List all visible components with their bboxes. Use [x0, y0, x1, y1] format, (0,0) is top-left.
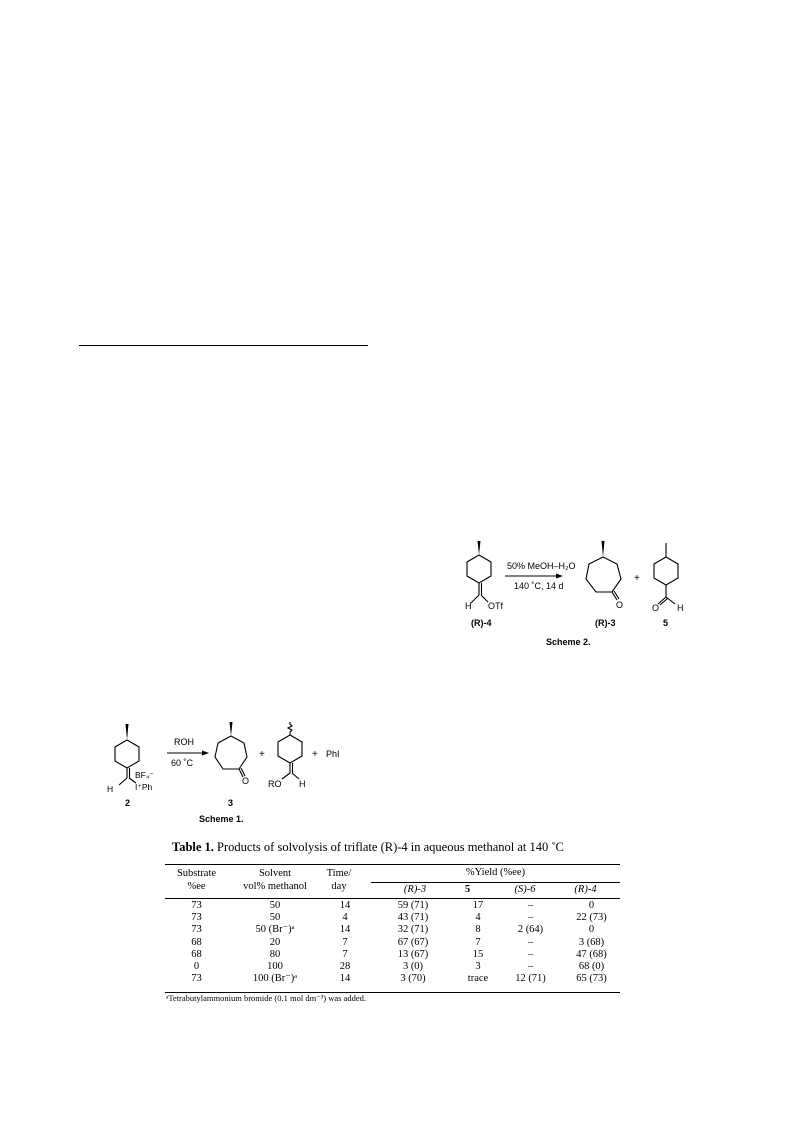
scheme1-temperature: 60 ˚C: [171, 758, 194, 768]
header-solvent-line1: Solvent: [258, 868, 292, 879]
table-title-text: Products of solvolysis of triflate (R)-4 in aqueous methanol at 140 ˚C: [217, 840, 564, 854]
scheme2-product1-label: (R)-3: [595, 618, 616, 628]
substrate-ring: [467, 555, 491, 583]
section-rule: [79, 345, 368, 346]
cell-substrate-ee: 73: [191, 924, 202, 936]
header-solvent: [228, 867, 322, 893]
header-solvent-line2: vol% methanol: [243, 881, 307, 892]
cell-yield-r4: 68 (0): [578, 961, 605, 973]
table-top-rule: [165, 864, 620, 865]
cell-yield-r4: 22 (73): [576, 912, 607, 924]
cell-yield-r4: 3 (68): [578, 936, 605, 948]
cell-solvent: 20: [269, 936, 281, 948]
results-table: [165, 900, 620, 985]
cell-yield-5: 8: [475, 924, 481, 936]
header-time-line1: Time/: [326, 868, 352, 879]
scheme1-caption: Scheme 1.: [199, 814, 244, 824]
table-row: [165, 973, 620, 985]
header-5: 5: [464, 884, 471, 895]
scheme2-product2-label: 5: [663, 618, 669, 628]
scheme1-ketone-o: O: [242, 776, 250, 786]
cell-substrate-ee: 73: [191, 973, 202, 985]
table-row: [165, 949, 620, 961]
scheme-2: [455, 535, 715, 650]
scheme1-substrate-label: 2: [125, 798, 131, 808]
scheme1-product-label: 3: [228, 798, 234, 808]
header-yield-group: %Yield (%ee): [465, 867, 526, 878]
cell-yield-r3: 67 (67): [397, 936, 429, 948]
scheme-1: [105, 720, 365, 828]
cell-yield-r3: 32 (71): [397, 924, 429, 936]
cell-yield-5: 7: [475, 936, 481, 948]
header-substrate-line1: Substrate: [176, 868, 217, 879]
cell-solvent: 80: [269, 948, 281, 960]
cell-solvent: 50 (Br⁻)ᵃ: [255, 924, 295, 936]
header-time: [316, 867, 362, 893]
product-ring-ketone: [586, 557, 621, 592]
cell-substrate-ee: 68: [191, 936, 202, 948]
substrate-ring: [115, 740, 139, 768]
table-header-rule: [165, 898, 620, 899]
product-ring-enol: [278, 735, 302, 763]
scheme1-phi: PhI: [326, 749, 340, 759]
cell-yield-5: 15: [472, 948, 484, 960]
cell-time: 7: [342, 936, 348, 948]
table-row: [165, 961, 620, 973]
cell-yield-5: 3: [475, 961, 481, 973]
header-substrate-line2: %ee: [187, 881, 206, 892]
header-time-line2: day: [331, 881, 347, 892]
cell-yield-r3: 59 (71): [397, 900, 429, 911]
scheme2-ald-h: H: [677, 603, 684, 613]
table-row: [165, 924, 620, 936]
scheme1-h2: H: [299, 779, 306, 789]
scheme2-plus: +: [634, 573, 640, 584]
scheme1-plus1: +: [259, 749, 265, 760]
cell-substrate-ee: 68: [191, 948, 202, 960]
cell-solvent: 100 (Br⁻)ᵃ: [252, 973, 298, 985]
cell-yield-r4: 47 (68): [576, 948, 607, 960]
cell-yield-r3: 13 (67): [397, 948, 429, 960]
cell-yield-s6: 2 (64): [517, 924, 544, 936]
cell-yield-r3: 3 (0): [402, 961, 424, 973]
table-title: [172, 840, 564, 855]
cell-time: 14: [339, 900, 351, 911]
cell-time: 14: [339, 924, 351, 936]
table-title-label: Table 1.: [172, 840, 214, 854]
header-r4: (R)-4: [574, 884, 597, 895]
table-row: [165, 900, 620, 912]
scheme1-iph: I⁺Ph: [135, 782, 153, 792]
cell-yield-s6: –: [527, 948, 534, 960]
cell-yield-s6: –: [527, 912, 534, 924]
yield-group-rule: [371, 882, 620, 883]
cell-yield-r4: 0: [588, 924, 595, 936]
cell-substrate-ee: 0: [193, 961, 200, 973]
header-r3: (R)-3: [403, 884, 427, 895]
cell-time: 4: [342, 912, 348, 924]
cell-time: 14: [339, 973, 351, 985]
scheme2-substrate-label: (R)-4: [471, 618, 492, 628]
cell-yield-r3: 43 (71): [397, 912, 429, 924]
cell-yield-5: trace: [467, 973, 489, 985]
header-s6: (S)-6: [514, 884, 536, 895]
cell-solvent: 50: [269, 900, 281, 911]
cell-yield-r3: 3 (70): [400, 973, 426, 985]
scheme2-h: H: [465, 601, 472, 611]
product-ring-ketone: [215, 736, 247, 769]
scheme2-ald-o: O: [652, 603, 660, 613]
scheme2-ketone-o: O: [616, 600, 624, 610]
scheme1-ro: RO: [268, 779, 282, 789]
table-footnote: ᵃTetrabutylammonium bromide (0.1 mol dm⁻³) was added.: [166, 993, 366, 1003]
cell-yield-5: 4: [475, 912, 481, 924]
cell-yield-s6: –: [527, 961, 534, 973]
cell-substrate-ee: 73: [191, 900, 202, 911]
table-row: [165, 912, 620, 924]
scheme1-bf4: BF₄⁻: [135, 770, 154, 780]
cell-solvent: 50: [269, 912, 281, 924]
cell-yield-r4: 0: [588, 900, 595, 911]
cell-time: 7: [342, 948, 348, 960]
cell-time: 28: [339, 961, 351, 973]
scheme1-plus2: +: [312, 749, 318, 760]
cell-solvent: 100: [267, 961, 283, 973]
table-row: [165, 937, 620, 949]
cell-yield-r4: 65 (73): [576, 973, 607, 985]
cell-yield-s6: –: [527, 900, 534, 911]
product-ring-aldehyde: [654, 557, 678, 585]
scheme2-conditions-bottom: 140 ˚C, 14 d: [514, 581, 564, 591]
cell-yield-s6: –: [527, 936, 534, 948]
cell-substrate-ee: 73: [191, 912, 202, 924]
scheme1-h: H: [107, 784, 114, 794]
scheme2-caption: Scheme 2.: [546, 637, 591, 647]
scheme1-reagent: ROH: [174, 737, 194, 747]
header-substrate: [165, 867, 228, 893]
cell-yield-5: 17: [472, 900, 484, 911]
scheme2-conditions-top: 50% MeOH–H₂O: [507, 561, 576, 571]
cell-yield-s6: 12 (71): [515, 973, 546, 985]
scheme2-otf: OTf: [488, 601, 503, 611]
